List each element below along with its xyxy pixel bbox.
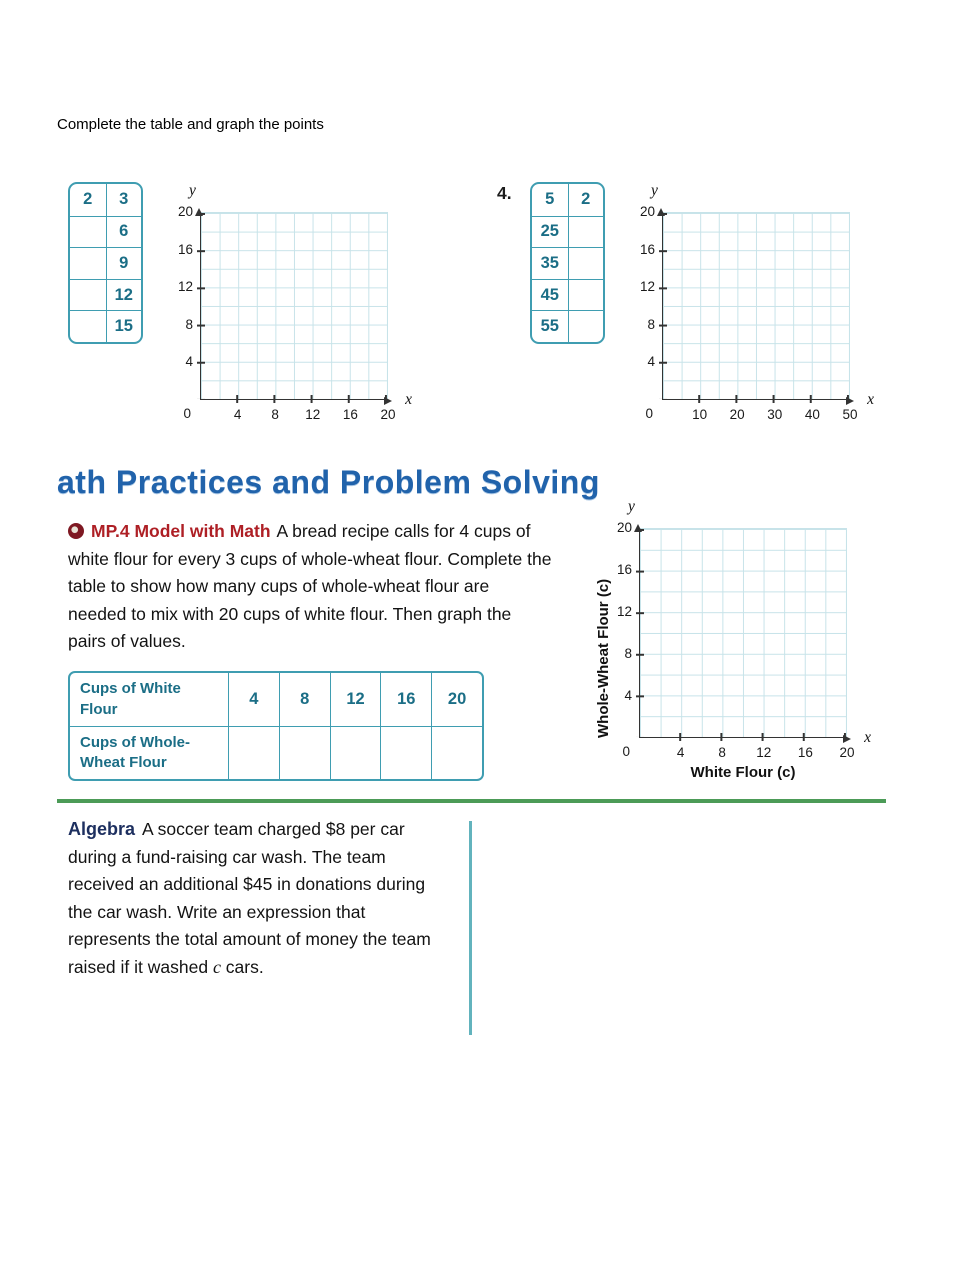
x-tick: 40 <box>804 407 820 422</box>
problem4-table <box>530 182 605 344</box>
x-tick: 20 <box>729 407 745 422</box>
mp-eText-icon <box>68 523 84 539</box>
origin-label: 0 <box>622 744 630 759</box>
y-tick: 4 <box>624 688 632 704</box>
x-tick: 16 <box>797 745 813 760</box>
instruction-text: Complete the table and graph the points <box>57 116 324 133</box>
grid-area[interactable] <box>200 212 388 400</box>
answer-cell[interactable] <box>70 216 106 248</box>
table-cell: 3 <box>106 184 142 216</box>
y-tick: 16 <box>639 241 655 257</box>
algebra-label: Algebra <box>68 819 136 839</box>
answer-cell[interactable] <box>70 310 106 342</box>
section-divider <box>57 799 886 803</box>
problem4-graph <box>639 182 874 422</box>
origin-label: 0 <box>183 406 191 421</box>
flour-table <box>68 671 484 781</box>
y-tick: 12 <box>616 604 632 620</box>
x-tick: 4 <box>676 745 685 760</box>
table-cell: 25 <box>532 216 568 248</box>
y-tick: 12 <box>639 279 655 295</box>
grid-area[interactable] <box>639 528 847 738</box>
y-tick: 20 <box>639 204 655 220</box>
algebra-body: A soccer team charged $8 per car during a fund-raising car wash. The team received an additional $45 in donations during the car wash. Write an expression that represents the total amount of money the team raised if it washed <box>68 819 431 977</box>
y-tick-marks <box>197 213 205 399</box>
grid-area[interactable] <box>662 212 850 400</box>
answer-cell[interactable] <box>228 726 279 779</box>
table-cell: 15 <box>106 310 142 342</box>
answer-cell[interactable] <box>330 726 381 779</box>
table-cell: 5 <box>545 190 555 209</box>
problem3-graph <box>177 182 412 422</box>
x-tick-marks <box>640 733 846 741</box>
mp4-label: MP.4 Model with Math <box>91 521 271 541</box>
x-tick-marks <box>201 395 387 403</box>
y-axis-label: y <box>651 182 658 199</box>
flour-graph <box>595 498 871 781</box>
table-cell: 12 <box>106 279 142 311</box>
x-tick: 10 <box>692 407 708 422</box>
x-tick: 50 <box>842 407 858 422</box>
problem-number: 4. <box>497 183 512 203</box>
answer-cell[interactable] <box>70 247 106 279</box>
table-cell: 12 <box>330 673 381 726</box>
y-tick: 16 <box>177 241 193 257</box>
table-cell: 2 <box>568 184 604 216</box>
answer-cell[interactable] <box>568 216 604 248</box>
variable-c: c <box>212 956 221 977</box>
answer-cell[interactable] <box>279 726 330 779</box>
x-tick: 8 <box>718 745 726 760</box>
table-cell: 8 <box>279 673 330 726</box>
y-axis-label: y <box>189 182 196 199</box>
row-header-white-flour: Cups of White Flour <box>80 680 181 718</box>
algebra-problem-text <box>68 816 434 981</box>
section-header: ath Practices and Problem Solving <box>57 469 600 500</box>
table-cell: 6 <box>106 216 142 248</box>
x-tick: 12 <box>756 745 772 760</box>
x-tick: 30 <box>767 407 783 422</box>
x-axis-title: White Flour (c) <box>690 764 796 781</box>
y-tick: 4 <box>185 354 193 370</box>
answer-cell[interactable] <box>70 279 106 311</box>
table-cell: 20 <box>431 673 482 726</box>
x-tick: 20 <box>839 745 855 760</box>
row-header-whole-wheat-flour: Cups of Whole-Wheat Flour <box>70 726 228 779</box>
y-tick: 20 <box>616 520 632 536</box>
problem3-table <box>68 182 143 344</box>
y-tick: 12 <box>177 279 193 295</box>
table-cell: 45 <box>532 279 568 311</box>
x-axis-label: x <box>867 391 874 408</box>
y-axis-label: y <box>628 498 635 515</box>
x-tick: 4 <box>233 407 242 422</box>
x-tick: 20 <box>380 407 396 422</box>
table-cell: 16 <box>380 673 431 726</box>
algebra-body-end: cars. <box>220 956 264 977</box>
y-tick-marks <box>659 213 667 399</box>
y-tick: 16 <box>616 562 632 578</box>
y-tick: 8 <box>624 646 632 662</box>
mp4-body: A bread recipe calls for 4 cups of white flour for every 3 cups of whole-wheat flour. Complete the table to show how many cups of whole-wheat flour are needed to mix with 20 cups of white flour. Then graph the pairs of values. <box>68 521 552 651</box>
x-tick: 16 <box>342 407 358 422</box>
table-cell: 2 <box>83 190 93 209</box>
y-tick: 4 <box>647 354 655 370</box>
x-axis-label: x <box>405 391 412 408</box>
algebra-problem <box>68 816 434 981</box>
x-axis-label: x <box>864 729 871 746</box>
column-divider <box>469 821 472 1035</box>
answer-cell[interactable] <box>568 247 604 279</box>
answer-cell[interactable] <box>568 279 604 311</box>
table-cell: 4 <box>228 673 279 726</box>
mp4-problem <box>68 518 552 656</box>
y-tick: 20 <box>177 204 193 220</box>
table-cell: 55 <box>532 310 568 342</box>
answer-cell[interactable] <box>431 726 482 779</box>
y-tick: 8 <box>185 316 193 332</box>
table-cell: 9 <box>106 247 142 279</box>
y-axis-title: Whole-Wheat Flour (c) <box>595 578 612 738</box>
x-tick: 12 <box>305 407 321 422</box>
x-tick-marks <box>663 395 849 403</box>
origin-label: 0 <box>645 406 653 421</box>
y-tick-marks <box>636 529 644 737</box>
x-tick: 8 <box>271 407 279 422</box>
mp4-problem-text <box>68 518 552 656</box>
y-tick: 8 <box>647 316 655 332</box>
answer-cell[interactable] <box>568 310 604 342</box>
table-cell: 35 <box>532 247 568 279</box>
answer-cell[interactable] <box>380 726 431 779</box>
